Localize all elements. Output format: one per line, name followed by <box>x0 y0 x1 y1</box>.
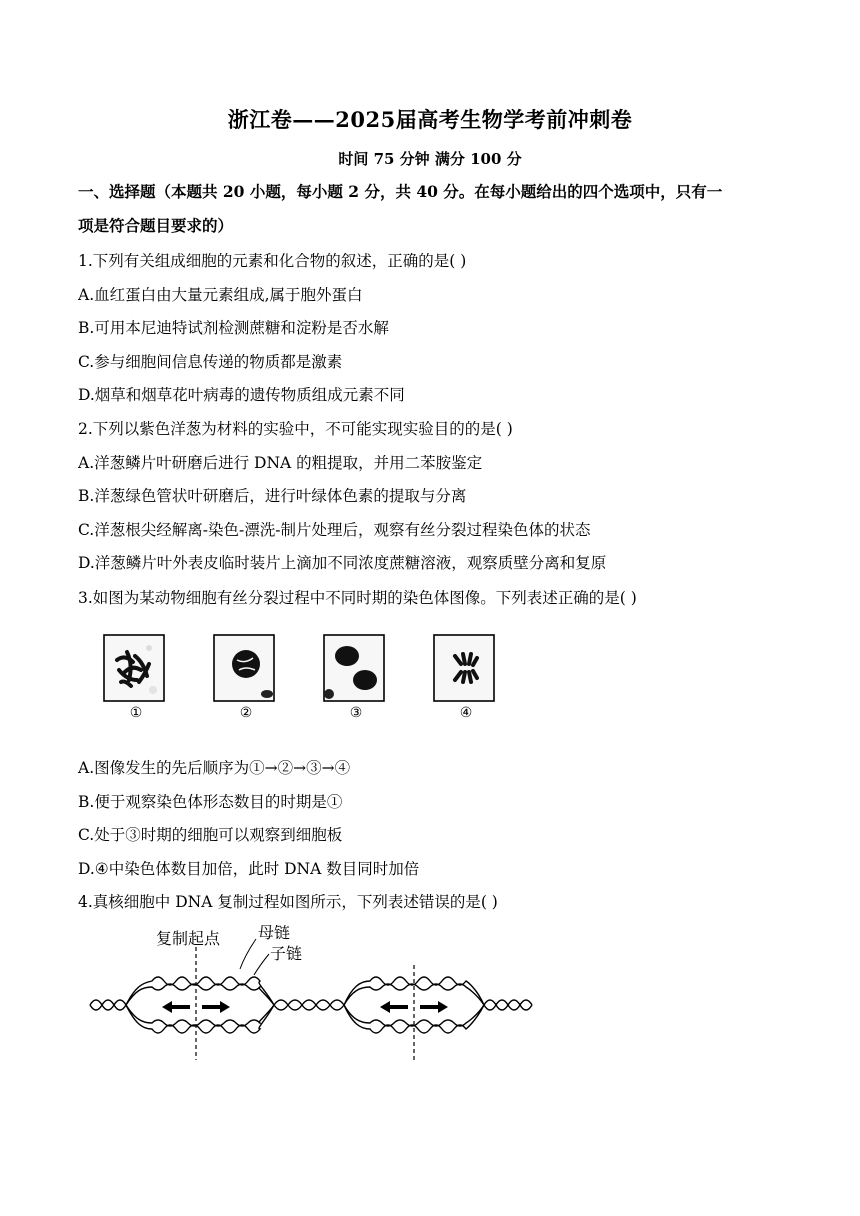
anaphase-cell-image <box>433 634 495 702</box>
figure-label-1: ① <box>129 705 143 721</box>
exam-subtitle: 时间 75 分钟 满分 100 分 <box>338 150 522 168</box>
question-3-option-a: A.图像发生的先后顺序为①→②→③→④ <box>78 759 351 777</box>
question-1-option-c: C.参与细胞间信息传递的物质都是激素 <box>78 353 343 371</box>
mitosis-cell-4 <box>433 634 499 729</box>
question-2-option-d: D.洋葱鳞片叶外表皮临时装片上滴加不同浓度蔗糖溶液，观察质壁分离和复原 <box>78 554 607 572</box>
telophase-cell-image <box>323 634 385 702</box>
question-1-stem: 1.下列有关组成细胞的元素和化合物的叙述，正确的是( ) <box>78 252 467 270</box>
prophase-cell-image <box>103 634 165 702</box>
question-2-stem: 2.下列以紫色洋葱为材料的实验中，不可能实现实验目的的是( ) <box>78 420 513 438</box>
replication-origin-lines <box>196 947 414 1060</box>
replication-origin-label: 复制起点 <box>156 931 221 948</box>
daughter-strand-label: 子链 <box>270 946 303 963</box>
figure-label-3: ③ <box>349 705 363 721</box>
mitosis-figure <box>100 634 480 734</box>
exam-title: 浙江卷——2025届高考生物学考前冲刺卷 <box>227 107 633 132</box>
daughter-strand-leader-line <box>254 954 269 975</box>
figure-label-4: ④ <box>459 705 473 721</box>
question-3-option-d: D.④中染色体数目加倍，此时 DNA 数目同时加倍 <box>78 860 420 878</box>
dna-strands <box>90 977 532 1033</box>
mitosis-cell-3 <box>323 634 389 729</box>
question-4-stem: 4.真核细胞中 DNA 复制过程如图所示，下列表述错误的是( ) <box>78 893 498 911</box>
mitosis-cell-2 <box>213 634 279 729</box>
question-1-option-a: A.血红蛋白由大量元素组成,属于胞外蛋白 <box>78 286 363 304</box>
question-2-option-b: B.洋葱绿色管状叶研磨后，进行叶绿体色素的提取与分离 <box>78 487 467 505</box>
dna-replication-figure <box>80 925 550 1060</box>
section-heading-line2: 项是符合题目要求的） <box>78 216 234 235</box>
question-2-option-c: C.洋葱根尖经解离-染色-漂洗-制片处理后，观察有丝分裂过程染色体的状态 <box>78 521 591 539</box>
question-1-option-d: D.烟草和烟草花叶病毒的遗传物质组成元素不同 <box>78 386 405 404</box>
question-3-option-c: C.处于③时期的细胞可以观察到细胞板 <box>78 826 343 844</box>
parent-strand-leader-line <box>240 939 256 969</box>
question-3-option-b: B.便于观察染色体形态数目的时期是① <box>78 793 343 811</box>
parent-strand-label: 母链 <box>258 925 291 942</box>
figure-label-2: ② <box>239 705 253 721</box>
question-2-option-a: A.洋葱鳞片叶研磨后进行 DNA 的粗提取，并用二苯胺鉴定 <box>78 454 483 472</box>
question-1-option-b: B.可用本尼迪特试剂检测蔗糖和淀粉是否水解 <box>78 319 389 337</box>
metaphase-cell-image <box>213 634 275 702</box>
mitosis-cell-1 <box>103 634 169 729</box>
section-heading-line1: 一、选择题（本题共 20 小题，每小题 2 分，共 40 分。在每小题给出的四个选项中，只有一 <box>78 182 723 201</box>
question-3-stem: 3.如图为某动物细胞有丝分裂过程中不同时期的染色体图像。下列表述正确的是( ) <box>78 589 637 607</box>
replication-direction-arrows <box>162 1001 448 1013</box>
